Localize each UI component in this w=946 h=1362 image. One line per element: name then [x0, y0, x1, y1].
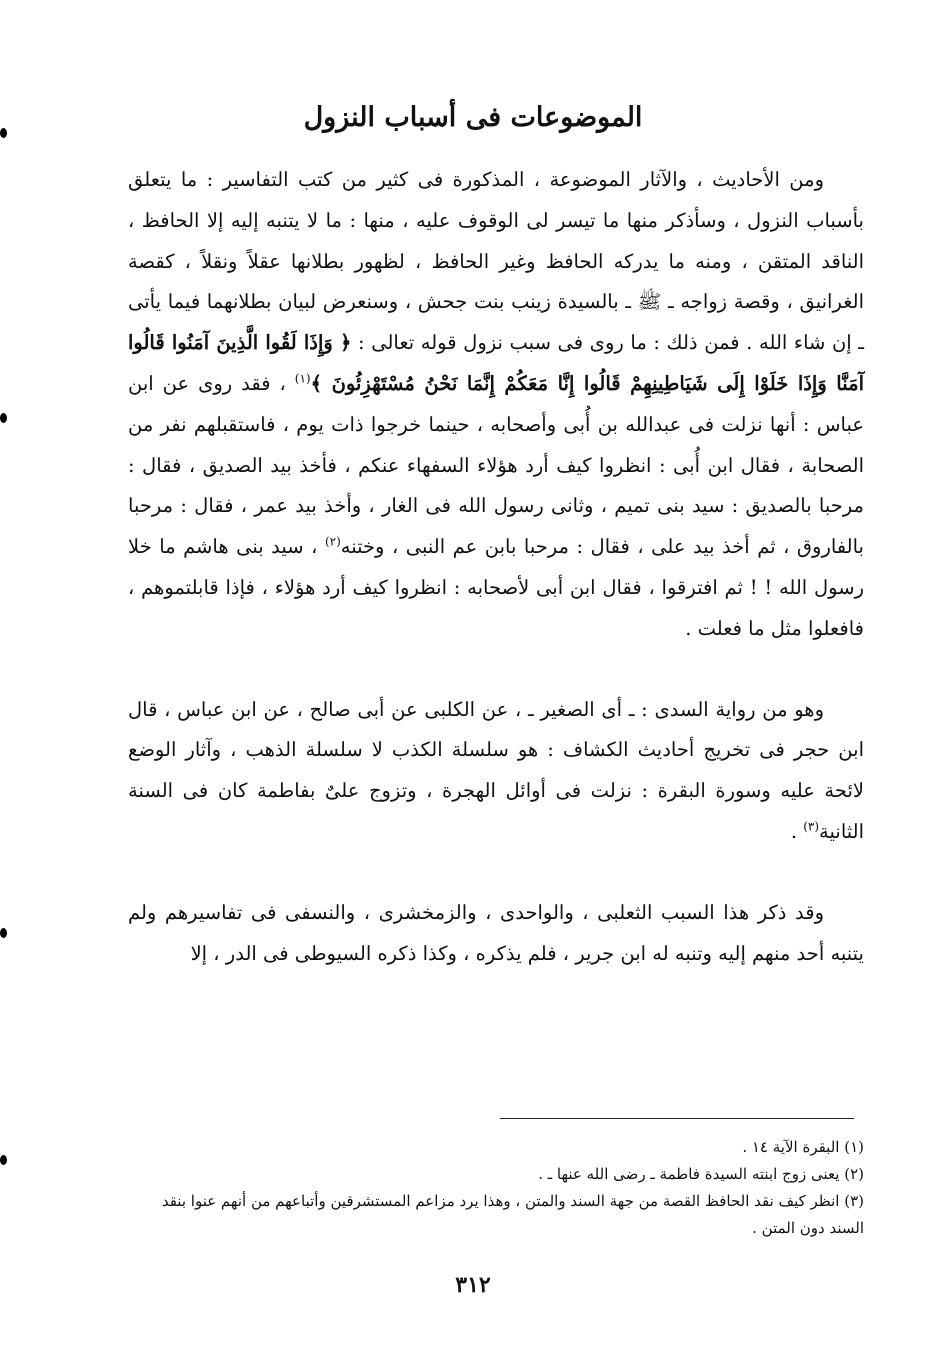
- footnote-ref-3: (٣): [803, 819, 820, 834]
- scan-mark: [0, 1155, 7, 1165]
- paragraph-1-middle: ، فقد روى عن ابن عباس : أنها نزلت فى عبدالله بن أُبى وأصحابه ، حينما خرجوا ذات يوم ، فاستقبلهم نفر من الصحابة ، فقال ابن أُبى : انظروا كيف أرد هؤلاء السفهاء عنكم ، فأخذ بيد الصديق ، فقال : مرحبا بالصديق : سيد بنى تميم ، وثانى رسول الله فى الغار ، وأخذ بيد عمر ، فقال : مرحبا بالفاروق ، ثم أخذ بيد على ، فقال : مرحبا بابن عم النبى ، وختنه: [128, 371, 864, 559]
- page-number: ٣١٢: [455, 1272, 491, 1298]
- scan-mark: [0, 413, 7, 423]
- footnote-ref-2: (٢): [324, 534, 341, 549]
- scan-mark: [0, 928, 7, 938]
- paragraph-1-intro: ومن الأحاديث ، والآثار الموضوعة ، المذكورة فى كثير من كتب التفاسير : ما يتعلق بأسباب النزول ، وسأذكر منها ما تيسر لى الوقوف عليه ، منها : ما لا يتنبه إليه إلا الحافظ ، الناقد المتقن ، ومنه ما يدركه الحافظ وغير الحافظ ، لظهور بطلانها عقلاً ونقلاً ، كقصة الغرانيق ، وقصة زواجه ـ ﷺ ـ بالسيدة زينب بنت جحش ، وسنعرض لبيان بطلانهما فيما يأتى ـ إن شاء الله . فمن ذلك : ما روى فى سبب نزول قوله تعالى :: [128, 168, 865, 355]
- paragraph-1: [128, 160, 864, 650]
- footnotes: [128, 1134, 864, 1242]
- footnote-3: (٣) انظر كيف نقد الحافظ القصة من جهة السند والمتن ، وهذا يرد مزاعم المستشرقين وأتباعهم من أنهم عنوا بنقد السند دون المتن .: [161, 1192, 864, 1237]
- footnote-2: (٢) يعنى زوج ابنته السيدة فاطمة ـ رضى الله عنها ـ .: [538, 1165, 864, 1183]
- paragraph-2-end: .: [790, 819, 798, 843]
- footnote-1: (١) البقرة الآية ١٤ .: [742, 1138, 864, 1156]
- paragraph-3: [128, 893, 864, 975]
- footnote-divider: [500, 1118, 854, 1119]
- footnote-ref-1: (١): [294, 371, 311, 386]
- paragraph-1-end: ، سيد بنى هاشم ما خلا رسول الله ! ! ثم افترقوا ، فقال ابن أبى لأصحابه : انظروا كيف أرد هؤلاء ، فإذا قابلتموهم ، فافعلوا مثل ما فعلت .: [128, 535, 864, 640]
- scan-mark: [0, 128, 7, 138]
- page-title: الموضوعات فى أسباب النزول: [303, 102, 643, 133]
- paragraph-3-text: وقد ذكر هذا السبب الثعلبى ، والواحدى ، والزمخشرى ، والنسفى فى تفاسيرهم ولم يتنبه أحد منهم إليه وتنبه له ابن جرير ، فلم يذكره ، وكذا ذكره السيوطى فى الدر ، إلا: [128, 900, 864, 965]
- paragraph-2-text: وهو من رواية السدى : ـ أى الصغير ـ ، عن الكلبى عن أبى صالح ، عن ابن عباس ، قال ابن حجر فى تخريج أحاديث الكشاف : هو سلسلة الكذب لا سلسلة الذهب ، وآثار الوضع لائحة عليه وسورة البقرة : نزلت فى أوائل الهجرة ، وتزوج علىٌ بفاطمة كان فى السنة الثانية: [128, 697, 864, 843]
- main-text: [128, 160, 864, 974]
- paragraph-2: [128, 690, 864, 853]
- quran-verse: ﴿ وَإِذَا لَقُوا الَّذِينَ آمَنُوا قَالُوا آمَنَّا وَإِذَا خَلَوْا إِلَى شَيَاطِينِهِمْ قَالُوا إِنَّا مَعَكُمْ إِنَّمَا نَحْنُ مُسْتَهْزِئُونَ ﴾: [128, 331, 864, 395]
